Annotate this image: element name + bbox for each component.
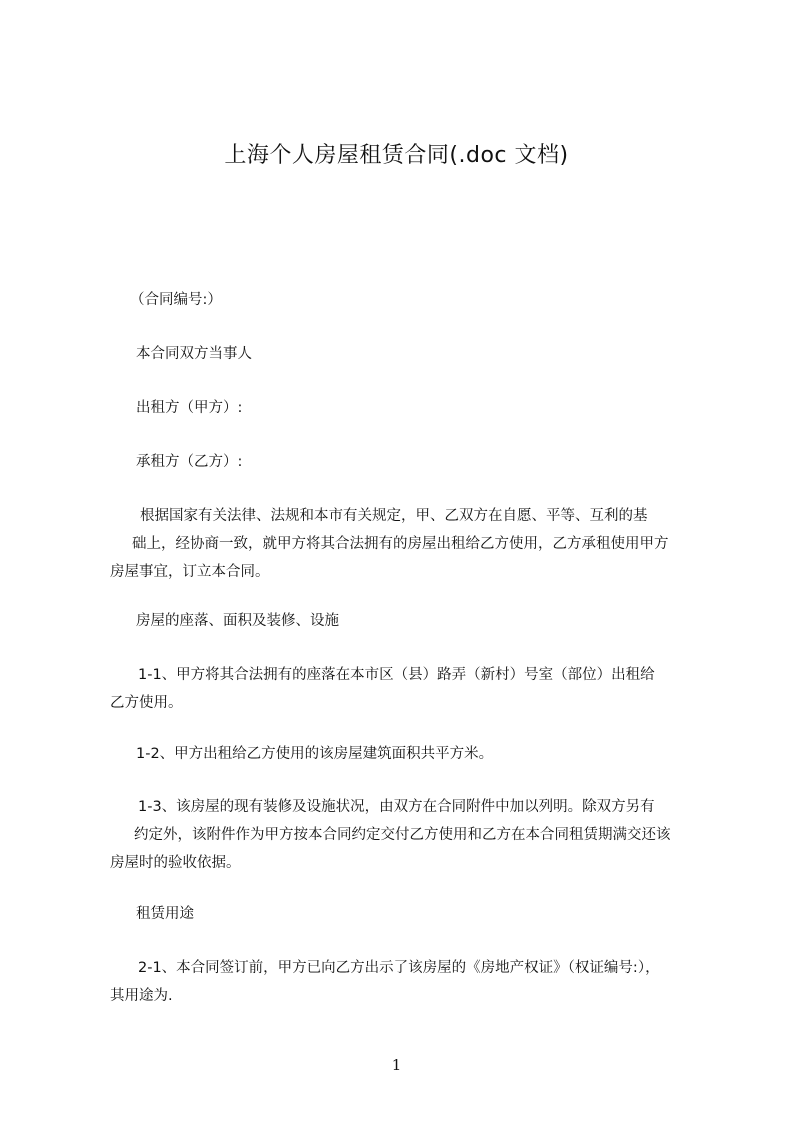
intro-paragraph xyxy=(110,502,710,586)
clause-1-2: 1-2、甲方出租给乙方使用的该房屋建筑面积共平方米。 xyxy=(136,746,494,762)
clause-2-1 xyxy=(110,954,710,1010)
clause-line: 1-1、甲方将其合法拥有的座落在本市区（县）路弄（新村）号室（部位）出租给 xyxy=(138,667,655,683)
intro-line: 根据国家有关法律、法规和本市有关规定，甲、乙双方在自愿、平等、互利的基 xyxy=(140,508,648,524)
clause-line: 2-1、本合同签订前，甲方已向乙方出示了该房屋的《房地产权证》（权证编号:）， xyxy=(138,960,660,976)
section2-heading: 租赁用途 xyxy=(136,906,194,922)
page-number: 1 xyxy=(391,1056,402,1074)
intro-line: 房屋事宜，订立本合同。 xyxy=(110,564,270,580)
clause-1-1 xyxy=(110,661,710,717)
contract-number: （合同编号:） xyxy=(130,292,222,308)
clause-line: 1-3、该房屋的现有装修及设施状况，由双方在合同附件中加以列明。除双方另有 xyxy=(138,799,655,815)
clause-line: 乙方使用。 xyxy=(110,695,183,711)
parties-heading: 本合同双方当事人 xyxy=(136,346,252,362)
intro-line: 础上，经协商一致，就甲方将其合法拥有的房屋出租给乙方使用，乙方承租使用甲方 xyxy=(132,536,669,552)
clause-line: 其用途为. xyxy=(110,988,173,1004)
clause-1-3 xyxy=(110,793,710,877)
clause-line: 约定外，该附件作为甲方按本合同约定交付乙方使用和乙方在本合同租赁期满交还该 xyxy=(134,827,671,843)
clause-line: 房屋时的验收依据。 xyxy=(110,855,241,871)
section1-heading: 房屋的座落、面积及装修、设施 xyxy=(136,613,339,629)
document-title: 上海个人房屋租赁合同(.doc 文档) xyxy=(224,143,569,168)
lessee-line: 承租方（乙方）: xyxy=(136,454,243,470)
lessor-line: 出租方（甲方）: xyxy=(136,400,243,416)
